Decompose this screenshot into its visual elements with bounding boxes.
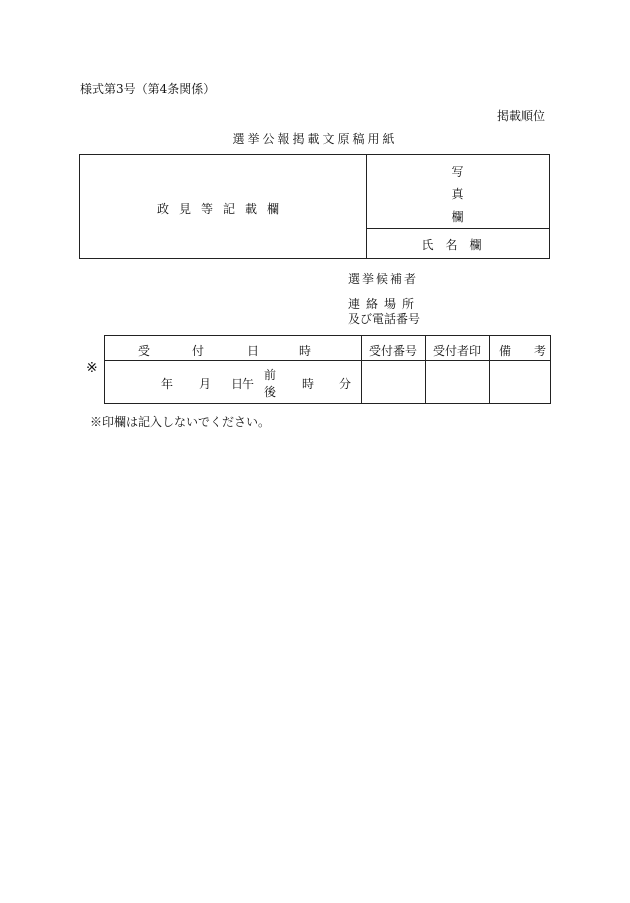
header-remarks-char: 考 — [534, 344, 547, 358]
header-date-char: 日 — [247, 344, 260, 358]
contact-label-line2: 及び電話番号 — [348, 312, 421, 326]
header-reception-char: 付 — [192, 344, 205, 358]
day-label: 日 — [231, 377, 244, 391]
contact-label-line1: 連絡場所 — [348, 297, 421, 311]
hour-label: 時 — [302, 377, 315, 391]
header-receiver-seal: 受付者印 — [433, 344, 482, 358]
name-cell — [366, 228, 549, 258]
table-divider — [361, 336, 362, 403]
header-remarks-char: 備 — [499, 344, 512, 358]
office-use-mark: ※ — [86, 360, 98, 376]
form-number: 様式第3号（第4条関係） — [80, 82, 216, 96]
header-reception-char: 受 — [138, 344, 151, 358]
opinion-cell — [80, 155, 367, 258]
table-divider — [489, 336, 490, 403]
photo-char: 写 — [451, 165, 464, 179]
pm-label: 後 — [264, 385, 277, 399]
year-label: 年 — [161, 377, 174, 391]
photo-cell — [366, 155, 549, 229]
footer-note: ※印欄は記入しないでください。 — [90, 415, 271, 429]
am-label: 前 — [264, 368, 277, 382]
name-label: 氏名欄 — [421, 238, 494, 252]
table-divider — [105, 360, 550, 361]
page-title: 選挙公報掲載文原稿用紙 — [232, 132, 398, 146]
manuscript-box — [79, 154, 550, 259]
header-time-char: 時 — [299, 344, 312, 358]
opinion-label: 政見等記載欄 — [156, 202, 289, 216]
table-divider — [425, 336, 426, 403]
minute-label: 分 — [339, 377, 352, 391]
candidate-label: 選挙候補者 — [348, 272, 419, 286]
photo-char: 欄 — [451, 210, 464, 224]
header-receipt-number: 受付番号 — [369, 344, 418, 358]
noon-label: 午 — [242, 377, 255, 391]
month-label: 月 — [199, 377, 212, 391]
photo-char: 真 — [451, 187, 464, 201]
publication-order-label: 掲載順位 — [497, 109, 546, 123]
receipt-table — [104, 335, 551, 404]
